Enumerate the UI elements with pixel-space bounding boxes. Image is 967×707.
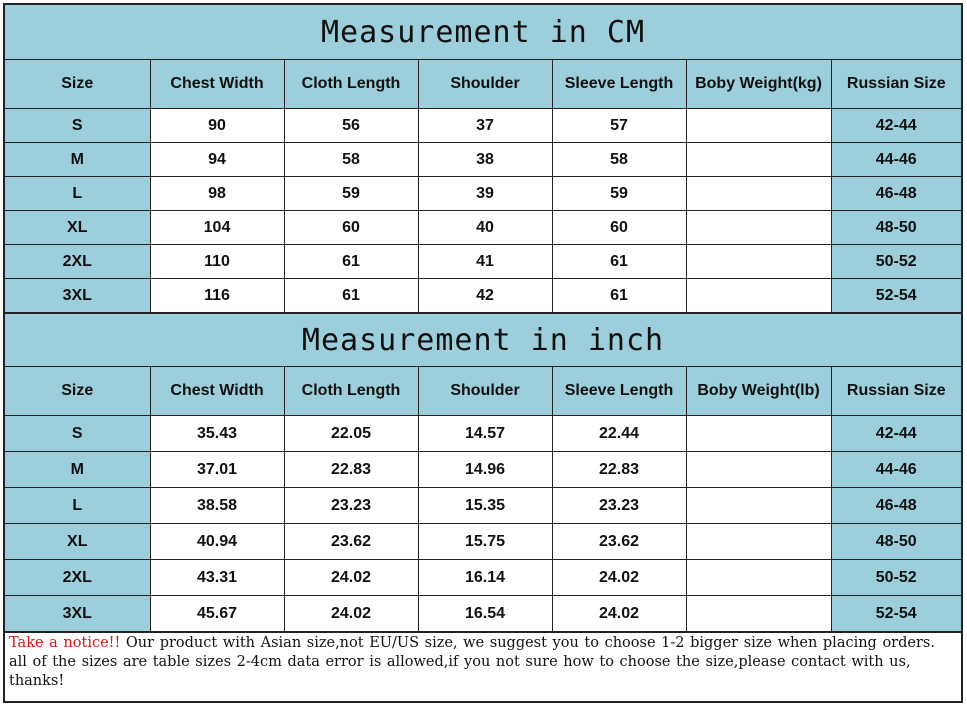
cm-cell-chest-width: 116 (150, 279, 284, 313)
inch-cell-sleeve-length: 22.44 (552, 416, 686, 452)
inch-cell-russian-size: 48-50 (831, 524, 961, 560)
inch-cell-size: 3XL (5, 596, 150, 632)
inch-cell-body-weight (686, 524, 831, 560)
table-row (5, 560, 961, 596)
inch-cell-cloth-length: 23.62 (284, 524, 418, 560)
inch-cell-russian-size: 46-48 (831, 488, 961, 524)
inch-header-row (5, 367, 961, 416)
inch-cell-russian-size: 42-44 (831, 416, 961, 452)
cm-cell-size: XL (5, 211, 150, 245)
inch-cell-shoulder: 16.54 (418, 596, 552, 632)
inch-cell-size: XL (5, 524, 150, 560)
inch-cell-sleeve-length: 23.23 (552, 488, 686, 524)
cm-cell-body-weight (686, 279, 831, 313)
table-row (5, 416, 961, 452)
table-row (5, 596, 961, 632)
cm-header-russian-size: Russian Size (831, 60, 961, 109)
cm-cell-cloth-length: 61 (284, 245, 418, 279)
inch-header-body-weight: Boby Weight(lb) (686, 367, 831, 416)
inch-cell-sleeve-length: 24.02 (552, 596, 686, 632)
cm-header-cloth-length: Cloth Length (284, 60, 418, 109)
inch-size-table (5, 367, 961, 631)
cm-cell-russian-size: 44-46 (831, 143, 961, 177)
table-row (5, 143, 961, 177)
cm-header-size: Size (5, 60, 150, 109)
inch-cell-cloth-length: 24.02 (284, 596, 418, 632)
cm-cell-chest-width: 98 (150, 177, 284, 211)
inch-cell-body-weight (686, 488, 831, 524)
inch-cell-body-weight (686, 416, 831, 452)
cm-section-title: Measurement in CM (5, 5, 961, 60)
inch-cell-body-weight (686, 452, 831, 488)
cm-cell-russian-size: 42-44 (831, 109, 961, 143)
cm-cell-cloth-length: 58 (284, 143, 418, 177)
cm-cell-sleeve-length: 61 (552, 245, 686, 279)
inch-cell-chest-width: 35.43 (150, 416, 284, 452)
cm-cell-cloth-length: 61 (284, 279, 418, 313)
cm-cell-chest-width: 94 (150, 143, 284, 177)
cm-cell-body-weight (686, 143, 831, 177)
inch-cell-sleeve-length: 24.02 (552, 560, 686, 596)
table-row (5, 177, 961, 211)
notice-text: Our product with Asian size,not EU/US size, we suggest you to choose 1-2 bigger size when placing orders. all of the sizes are table sizes 2-4cm data error is allowed,if you not sure how to choose the size,please contact with us, thanks! (9, 635, 935, 689)
inch-cell-cloth-length: 23.23 (284, 488, 418, 524)
inch-cell-chest-width: 43.31 (150, 560, 284, 596)
cm-cell-russian-size: 52-54 (831, 279, 961, 313)
cm-cell-russian-size: 46-48 (831, 177, 961, 211)
inch-cell-shoulder: 14.57 (418, 416, 552, 452)
cm-cell-body-weight (686, 211, 831, 245)
cm-cell-sleeve-length: 59 (552, 177, 686, 211)
inch-cell-russian-size: 52-54 (831, 596, 961, 632)
cm-cell-cloth-length: 56 (284, 109, 418, 143)
cm-cell-size: 3XL (5, 279, 150, 313)
size-notice (5, 631, 961, 693)
cm-cell-size: L (5, 177, 150, 211)
inch-cell-russian-size: 50-52 (831, 560, 961, 596)
inch-header-cloth-length: Cloth Length (284, 367, 418, 416)
cm-cell-cloth-length: 60 (284, 211, 418, 245)
inch-header-size: Size (5, 367, 150, 416)
inch-cell-chest-width: 45.67 (150, 596, 284, 632)
inch-cell-chest-width: 37.01 (150, 452, 284, 488)
inch-cell-cloth-length: 24.02 (284, 560, 418, 596)
inch-cell-size: M (5, 452, 150, 488)
inch-cell-russian-size: 44-46 (831, 452, 961, 488)
cm-cell-shoulder: 40 (418, 211, 552, 245)
cm-header-shoulder: Shoulder (418, 60, 552, 109)
cm-cell-shoulder: 38 (418, 143, 552, 177)
inch-cell-shoulder: 14.96 (418, 452, 552, 488)
inch-header-sleeve-length: Sleeve Length (552, 367, 686, 416)
cm-header-chest-width: Chest Width (150, 60, 284, 109)
table-row (5, 211, 961, 245)
cm-cell-shoulder: 39 (418, 177, 552, 211)
inch-header-russian-size: Russian Size (831, 367, 961, 416)
table-row (5, 279, 961, 313)
cm-cell-chest-width: 90 (150, 109, 284, 143)
cm-cell-russian-size: 48-50 (831, 211, 961, 245)
inch-cell-chest-width: 40.94 (150, 524, 284, 560)
inch-cell-chest-width: 38.58 (150, 488, 284, 524)
cm-cell-sleeve-length: 61 (552, 279, 686, 313)
inch-cell-cloth-length: 22.83 (284, 452, 418, 488)
cm-cell-sleeve-length: 60 (552, 211, 686, 245)
size-chart-sheet (3, 3, 963, 703)
inch-cell-shoulder: 16.14 (418, 560, 552, 596)
table-row (5, 452, 961, 488)
inch-cell-size: 2XL (5, 560, 150, 596)
cm-cell-chest-width: 110 (150, 245, 284, 279)
inch-cell-cloth-length: 22.05 (284, 416, 418, 452)
cm-header-body-weight: Boby Weight(kg) (686, 60, 831, 109)
inch-cell-size: S (5, 416, 150, 452)
inch-cell-size: L (5, 488, 150, 524)
cm-cell-body-weight (686, 177, 831, 211)
inch-cell-shoulder: 15.75 (418, 524, 552, 560)
cm-cell-russian-size: 50-52 (831, 245, 961, 279)
inch-cell-shoulder: 15.35 (418, 488, 552, 524)
inch-cell-sleeve-length: 22.83 (552, 452, 686, 488)
cm-cell-shoulder: 41 (418, 245, 552, 279)
inch-header-chest-width: Chest Width (150, 367, 284, 416)
cm-size-table (5, 60, 961, 312)
table-row (5, 109, 961, 143)
table-row (5, 524, 961, 560)
cm-cell-size: 2XL (5, 245, 150, 279)
inch-cell-body-weight (686, 560, 831, 596)
cm-cell-cloth-length: 59 (284, 177, 418, 211)
cm-cell-sleeve-length: 58 (552, 143, 686, 177)
inch-section-title: Measurement in inch (5, 312, 961, 367)
cm-cell-chest-width: 104 (150, 211, 284, 245)
inch-header-shoulder: Shoulder (418, 367, 552, 416)
notice-warning: Take a notice!! (9, 635, 121, 651)
cm-cell-size: M (5, 143, 150, 177)
cm-header-row (5, 60, 961, 109)
cm-cell-body-weight (686, 109, 831, 143)
cm-cell-shoulder: 37 (418, 109, 552, 143)
cm-header-sleeve-length: Sleeve Length (552, 60, 686, 109)
table-row (5, 488, 961, 524)
table-row (5, 245, 961, 279)
cm-cell-sleeve-length: 57 (552, 109, 686, 143)
inch-cell-sleeve-length: 23.62 (552, 524, 686, 560)
cm-cell-size: S (5, 109, 150, 143)
inch-cell-body-weight (686, 596, 831, 632)
cm-cell-body-weight (686, 245, 831, 279)
cm-cell-shoulder: 42 (418, 279, 552, 313)
